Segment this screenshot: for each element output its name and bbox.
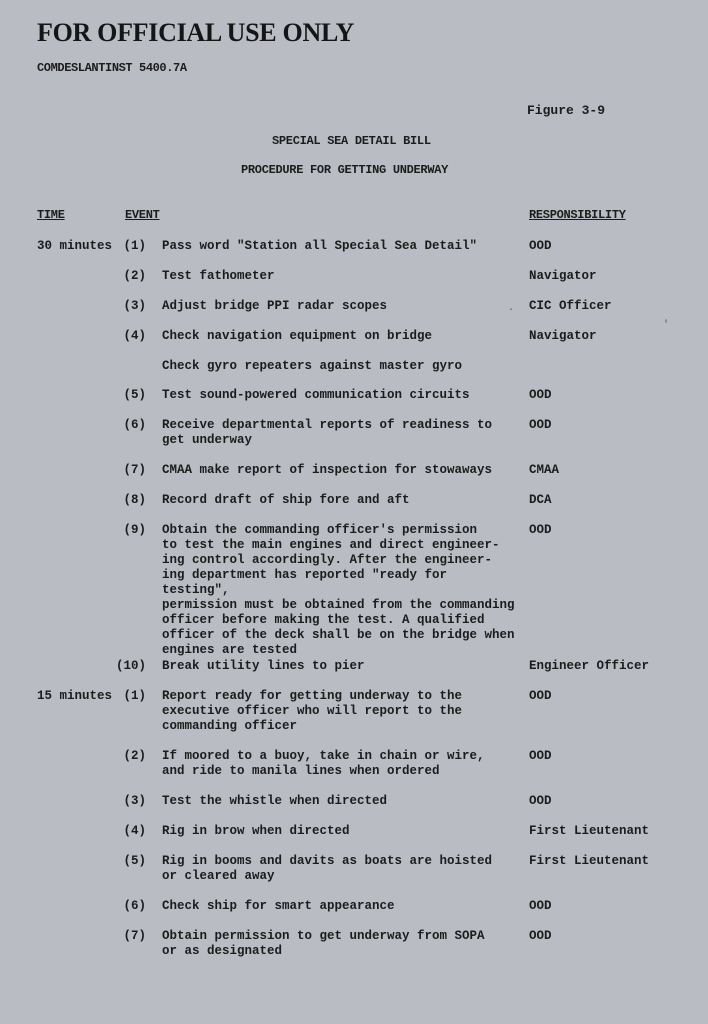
row-event: Test sound-powered communication circuits bbox=[162, 388, 470, 402]
row-responsibility: CMAA bbox=[529, 463, 560, 477]
row-event: Check ship for smart appearance bbox=[162, 899, 395, 913]
row-responsibility: Navigator bbox=[529, 329, 597, 343]
row-number: (6) bbox=[123, 418, 146, 432]
stray-mark: ' bbox=[663, 320, 670, 331]
row-time: 15 minutes bbox=[37, 689, 113, 703]
row-responsibility: OOD bbox=[529, 929, 552, 943]
classification-banner: FOR OFFICIAL USE ONLY bbox=[37, 18, 355, 47]
row-number: (10) bbox=[115, 659, 146, 673]
row-time: 30 minutes bbox=[37, 239, 113, 253]
row-number: (4) bbox=[123, 824, 146, 838]
row-number: (3) bbox=[123, 299, 146, 313]
row-event: Test the whistle when directed bbox=[162, 794, 388, 808]
column-header-responsibility: RESPONSIBILITY bbox=[529, 208, 626, 222]
row-event: Rig in booms and davits as boats are hoisted or cleared away bbox=[162, 854, 493, 883]
row-number: (7) bbox=[123, 929, 146, 943]
row-responsibility: Navigator bbox=[529, 269, 597, 283]
row-number: (5) bbox=[123, 854, 146, 868]
row-number: (1) bbox=[123, 239, 146, 253]
row-number: (8) bbox=[123, 493, 146, 507]
row-responsibility: OOD bbox=[529, 899, 552, 913]
row-event: CMAA make report of inspection for stowaways bbox=[162, 463, 493, 477]
row-responsibility: OOD bbox=[529, 749, 552, 763]
row-event: Check gyro repeaters against master gyro bbox=[162, 359, 463, 373]
row-event: Obtain permission to get underway from SOPA or as designated bbox=[162, 929, 485, 958]
row-event: Report ready for getting underway to the executive officer who will report to the commanding officer bbox=[162, 689, 463, 733]
row-responsibility: OOD bbox=[529, 523, 552, 537]
row-responsibility: OOD bbox=[529, 239, 552, 253]
row-number: (9) bbox=[123, 523, 146, 537]
row-responsibility: CIC Officer bbox=[529, 299, 612, 313]
row-responsibility: First Lieutenant bbox=[529, 824, 650, 838]
row-responsibility: OOD bbox=[529, 418, 552, 432]
column-header-event: EVENT bbox=[125, 208, 160, 222]
stray-mark: · bbox=[508, 305, 515, 316]
row-number: (7) bbox=[123, 463, 146, 477]
row-responsibility: First Lieutenant bbox=[529, 854, 650, 868]
procedure-title: PROCEDURE FOR GETTING UNDERWAY bbox=[241, 163, 449, 177]
row-event: Pass word "Station all Special Sea Detail" bbox=[162, 239, 478, 253]
figure-label: Figure 3-9 bbox=[527, 103, 606, 118]
row-event: Obtain the commanding officer's permission to test the main engines and direct engineer- ing control accordingly. After the engineer- ing department has reported "ready for testing", permission must be obtained from the commanding officer before making the test. A qualified officer of the deck shall be on the bridge when engines are tested bbox=[162, 523, 515, 657]
row-number: (4) bbox=[123, 329, 146, 343]
column-header-time: TIME bbox=[37, 208, 65, 222]
bill-title: SPECIAL SEA DETAIL BILL bbox=[272, 134, 431, 148]
row-number: (5) bbox=[123, 388, 146, 402]
row-event: Rig in brow when directed bbox=[162, 824, 350, 838]
row-number: (6) bbox=[123, 899, 146, 913]
row-event: Receive departmental reports of readiness to get underway bbox=[162, 418, 493, 447]
row-responsibility: OOD bbox=[529, 388, 552, 402]
row-responsibility: OOD bbox=[529, 689, 552, 703]
row-event: Record draft of ship fore and aft bbox=[162, 493, 410, 507]
row-event: Break utility lines to pier bbox=[162, 659, 365, 673]
row-event: Test fathometer bbox=[162, 269, 275, 283]
row-event: Check navigation equipment on bridge bbox=[162, 329, 433, 343]
row-event: If moored to a buoy, take in chain or wire, and ride to manila lines when ordered bbox=[162, 749, 485, 778]
row-responsibility: DCA bbox=[529, 493, 552, 507]
row-responsibility: Engineer Officer bbox=[529, 659, 650, 673]
instruction-number: COMDESLANTINST 5400.7A bbox=[37, 61, 187, 75]
row-number: (2) bbox=[123, 749, 146, 763]
row-number: (1) bbox=[123, 689, 146, 703]
row-responsibility: OOD bbox=[529, 794, 552, 808]
row-event: Adjust bridge PPI radar scopes bbox=[162, 299, 388, 313]
row-number: (2) bbox=[123, 269, 146, 283]
row-number: (3) bbox=[123, 794, 146, 808]
